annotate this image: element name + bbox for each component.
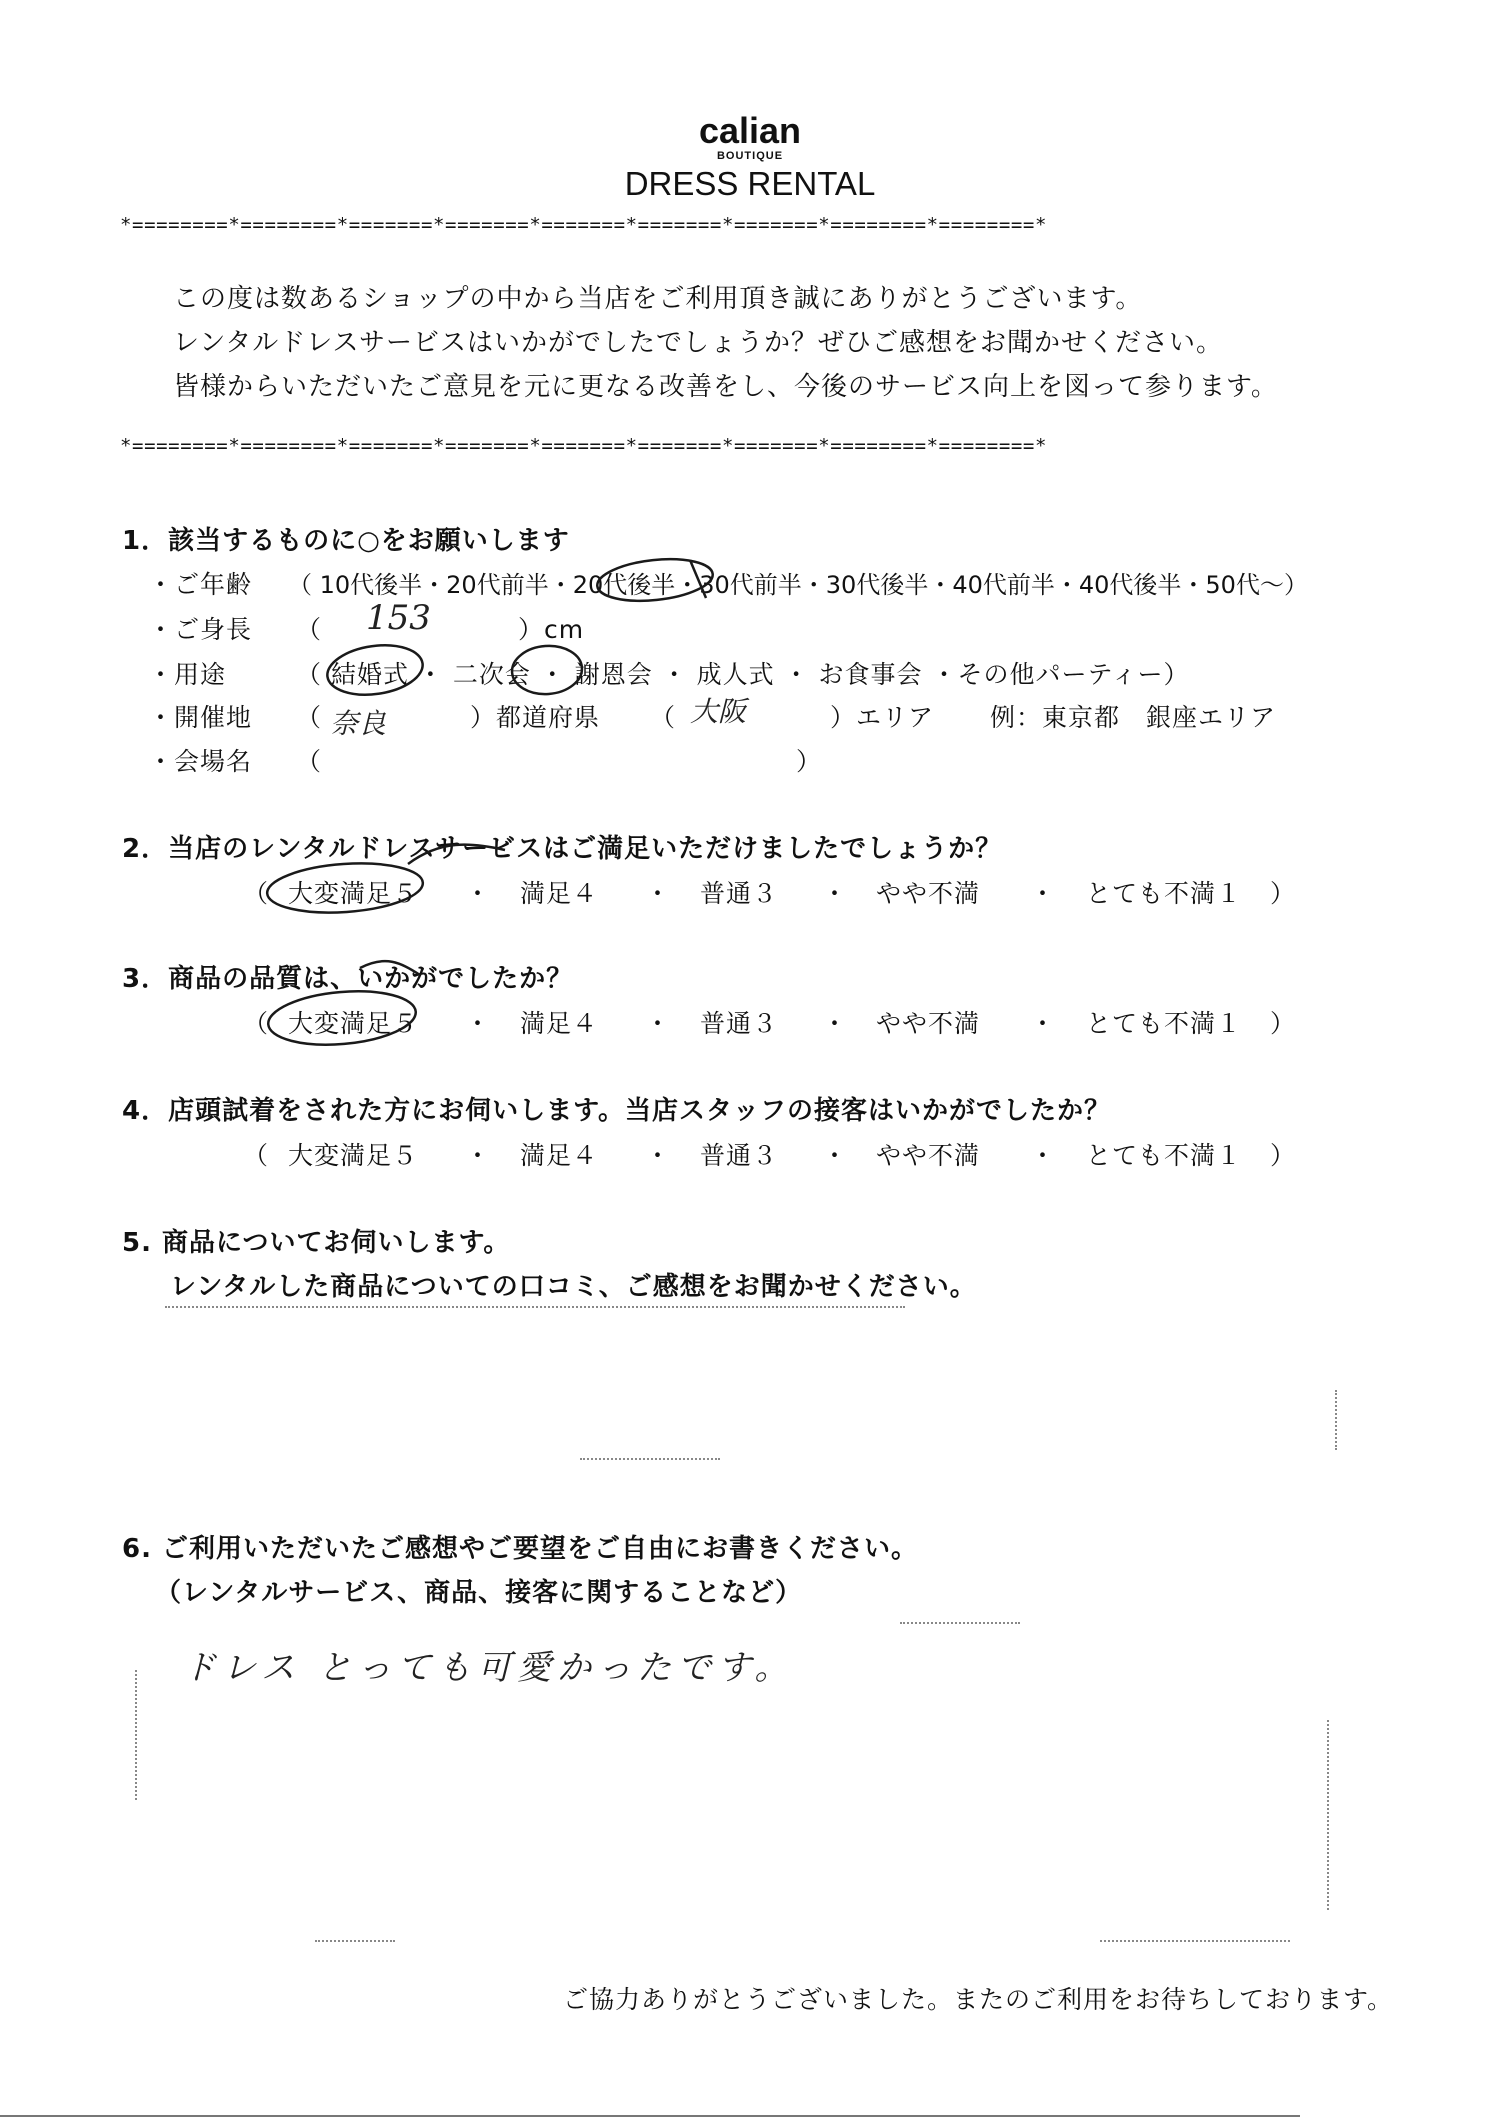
venue-area-open: （ (650, 703, 677, 732)
q2-option-5[interactable]: 大変満足５ (288, 879, 419, 908)
q4-open: （ (243, 1141, 270, 1170)
q6-scan-dots (900, 1622, 1020, 1624)
q4-dot-3: ・ (822, 1141, 849, 1170)
form-title: DRESS RENTAL (624, 165, 876, 202)
hall-label: ・会場名 (148, 747, 253, 776)
hall-open: （ (296, 747, 323, 776)
footer-thanks: ご協力ありがとうございました。またのご利用をお待ちしております。 (563, 1985, 1394, 2014)
q4-option-1[interactable]: とても不満１ (1086, 1141, 1243, 1170)
purpose-options[interactable]: （ 結婚式 ・ 二次会 ・ 謝恩会 ・ 成人式 ・ お食事会 ・その他パーティー） (296, 660, 1190, 689)
q3-heading: 3．商品の品質は、いかがでしたか？ (122, 964, 574, 994)
venue-area-value[interactable]: 大阪 (690, 695, 747, 728)
q3-option-2[interactable]: やや不満 (876, 1009, 981, 1038)
q2-close: ） (1270, 879, 1297, 908)
q2-dot-2: ・ (645, 879, 672, 908)
q4-dot-2: ・ (645, 1141, 672, 1170)
q3-dot-1: ・ (465, 1009, 492, 1038)
q1-heading: 1．該当するものに○をお願いします (122, 526, 570, 556)
q2-option-3[interactable]: 普通３ (700, 879, 779, 908)
purpose-label: ・用途 (148, 660, 227, 689)
q5-answer-area[interactable] (170, 1310, 1330, 1450)
q6-heading: 6. ご利用いただいたご感想やご要望をご自由にお書きください。 (122, 1534, 919, 1564)
height-open: （ (296, 615, 323, 644)
q2-open: （ (243, 879, 270, 908)
q4-option-4[interactable]: 満足４ (520, 1141, 599, 1170)
q4-close: ） (1270, 1141, 1297, 1170)
venue-label: ・開催地 (148, 703, 253, 732)
q3-option-4[interactable]: 満足４ (520, 1009, 599, 1038)
q3-open: （ (243, 1009, 270, 1038)
q2-option-1[interactable]: とても不満１ (1086, 879, 1243, 908)
q5-scan-dots (165, 1306, 905, 1308)
q2-option-4[interactable]: 満足４ (520, 879, 599, 908)
venue-example: 例：東京都 銀座エリア (990, 703, 1277, 732)
q6-sub: （レンタルサービス、商品、接客に関することなど） (155, 1578, 803, 1608)
q4-heading: 4．店頭試着をされた方にお伺いします。当店スタッフの接客はいかがでしたか？ (122, 1096, 1112, 1126)
q6-scan-vdots-right (1327, 1720, 1329, 1910)
q5-heading: 5. 商品についてお伺いします。 (122, 1228, 511, 1258)
separator-top: *========*========*=======*=======*=======*=======*=======*========*========* (120, 214, 1047, 236)
age-label: ・ご年齢 (148, 570, 253, 599)
height-close: ）cm (518, 615, 585, 644)
q2-dot-4: ・ (1030, 879, 1057, 908)
q2-heading: 2．当店のレンタルドレスサービスはご満足いただけましたでしょうか？ (122, 834, 1003, 864)
q3-dot-2: ・ (645, 1009, 672, 1038)
q4-dot-4: ・ (1030, 1141, 1057, 1170)
height-value[interactable]: 153 (366, 598, 431, 638)
age-options[interactable]: （ 10代後半・20代前半・20代後半・30代前半・30代後半・40代前半・40代後半・50代～） (288, 571, 1308, 599)
q4-option-3[interactable]: 普通３ (700, 1141, 779, 1170)
q6-scan-dots-3 (1100, 1940, 1290, 1942)
q4-dot-1: ・ (465, 1141, 492, 1170)
intro-line-1: この度は数あるショップの中から当店をご利用頂き誠にありがとうございます。 (173, 284, 1143, 314)
q4-option-5[interactable]: 大変満足５ (288, 1141, 419, 1170)
q4-option-2[interactable]: やや不満 (876, 1141, 981, 1170)
venue-pref-open: （ (296, 703, 323, 732)
height-label: ・ご身長 (148, 615, 253, 644)
q6-answer[interactable]: ドレス とっても可愛かったです。 (182, 1648, 795, 1688)
q2-dot-3: ・ (822, 879, 849, 908)
q6-scan-vdots-left (135, 1670, 137, 1800)
brand-sub: BOUTIQUE (716, 150, 784, 162)
intro-line-3: 皆様からいただいたご意見を元に更なる改善をし、今後のサービス向上を図って参ります。 (173, 372, 1278, 402)
venue-pref-close: ）都道府県 (470, 703, 601, 732)
q3-option-1[interactable]: とても不満１ (1086, 1009, 1243, 1038)
q3-option-3[interactable]: 普通３ (700, 1009, 779, 1038)
q5-sub: レンタルした商品についての口コミ、ご感想をお聞かせください。 (170, 1272, 977, 1302)
q3-dot-4: ・ (1030, 1009, 1057, 1038)
brand-logo: calian (698, 110, 802, 151)
q5-scan-vdots (1335, 1390, 1337, 1450)
intro-line-2: レンタルドレスサービスはいかがでしたでしょうか？ぜひご感想をお聞かせください。 (173, 328, 1224, 358)
q3-option-5[interactable]: 大変満足５ (288, 1009, 419, 1038)
q3-dot-3: ・ (822, 1009, 849, 1038)
hall-close: ） (796, 747, 823, 776)
q2-dot-1: ・ (465, 879, 492, 908)
separator-bottom: *========*========*=======*=======*=======*=======*=======*========*========* (120, 435, 1047, 457)
venue-area-close: ）エリア (830, 703, 935, 732)
q2-option-2[interactable]: やや不満 (876, 879, 981, 908)
bottom-edge-line (0, 2115, 1300, 2117)
q6-scan-dots-2 (315, 1940, 395, 1942)
q3-close: ） (1270, 1009, 1297, 1038)
q5-scan-dots-2 (580, 1458, 720, 1460)
venue-pref-value[interactable]: 奈良 (330, 707, 387, 740)
